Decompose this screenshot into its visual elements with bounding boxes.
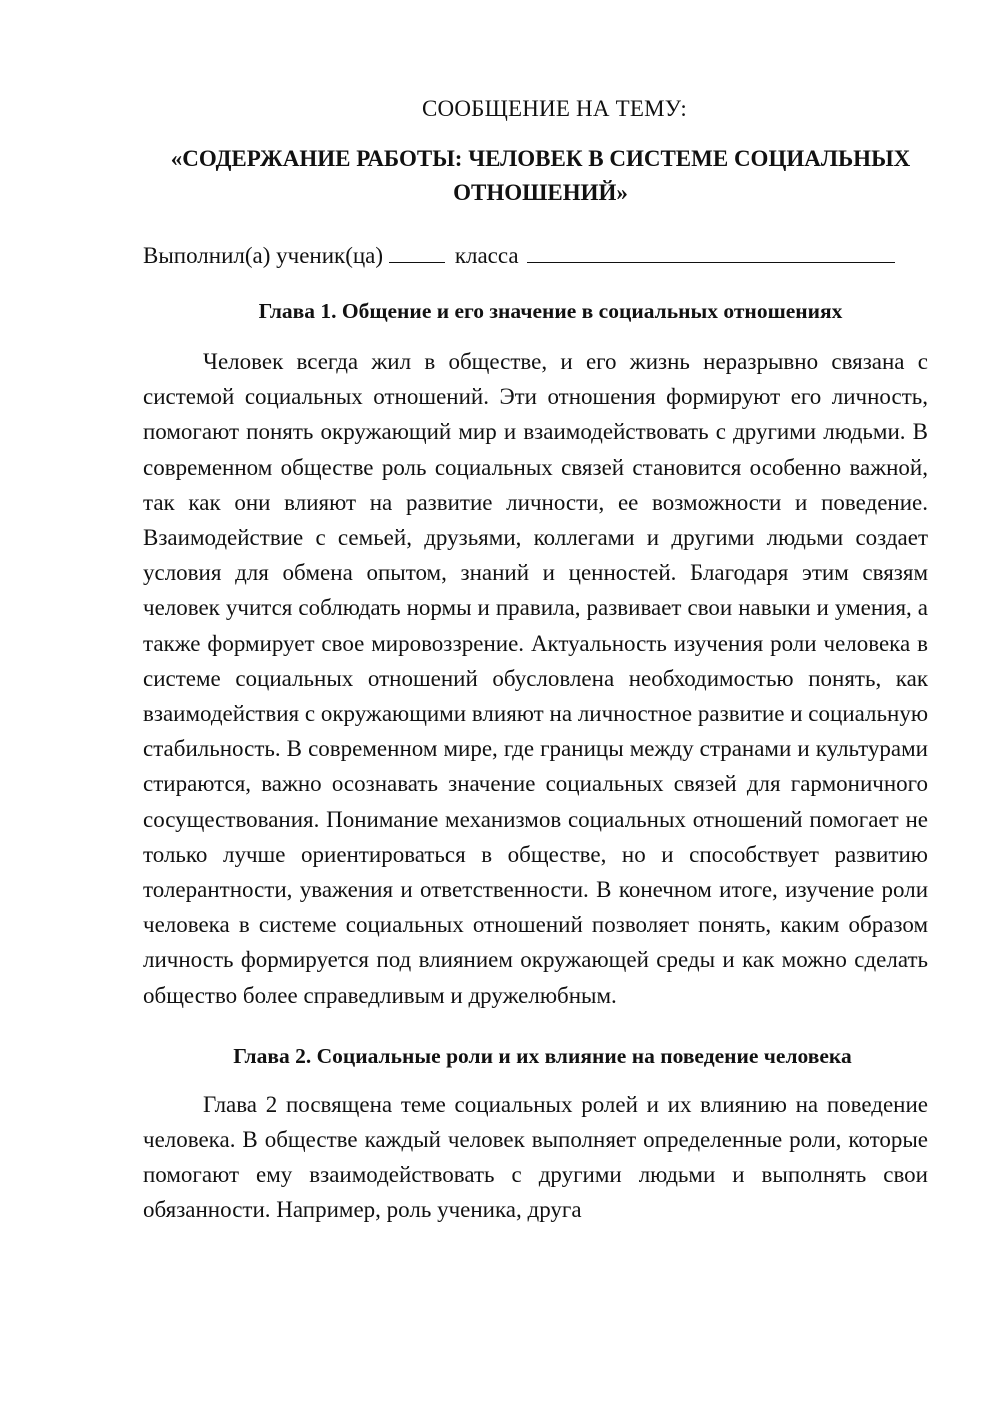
document-heading: СООБЩЕНИЕ НА ТЕМУ: <box>422 96 687 121</box>
grade-blank <box>389 241 445 263</box>
author-line-prefix: Выполнил(а) ученик(ца) <box>143 243 384 268</box>
document-title: «СОДЕРЖАНИЕ РАБОТЫ: ЧЕЛОВЕК В СИСТЕМЕ СОЦИАЛЬНЫХ ОТНОШЕНИЙ» <box>170 146 911 205</box>
chapter-1-title: Глава 1. Общение и его значение в социальных отношениях <box>258 299 843 323</box>
author-line <box>143 241 928 271</box>
chapter-1-paragraph: Человек всегда жил в обществе, и его жизнь неразрывно связана с системой социальных отношений. Эти отношения формируют его личность, помогают понять окружающий мир и взаимодействовать с другими людьми. В современном обществе роль социальных связей становится особенно важной, так как они влияют на развитие личности, ее возможности и поведение. Взаимодействие с семьей, друзьями, коллегами и другими людьми создает условия для обмена опытом, знаний и ценностей. Благодаря этим связям человек учится соблюдать нормы и правила, развивает свои навыки и умения, а также формирует свое мировоззрение. Актуальность изучения роли человека в системе социальных отношений обусловлена необходимостью понять, как взаимодействия с окружающими влияют на личностное развитие и социальную стабильность. В современном мире, где границы между странами и культурами стираются, важно осознавать значение социальных связей для гармоничного сосуществования. Понимание механизмов социальных отношений помогает не только лучше ориентироваться в обществе, но и способствует развитию толерантности, уважения и ответственности. В конечном итоге, изучение роли человека в системе социальных отношений позволяет понять, каким образом личность формируется под влиянием окружающей среды и как можно сделать общество более справедливым и дружелюбным. <box>143 349 928 1008</box>
chapter-2-title: Глава 2. Социальные роли и их влияние на поведение человека <box>233 1043 852 1068</box>
chapter-2-paragraph: Глава 2 посвящена теме социальных ролей и их влиянию на поведение человека. В обществе каждый человек выполняет определенные роли, которые помогают ему взаимодействовать с другими людьми и выполнять свои обязанности. Например, роль ученика, друга <box>143 1091 928 1223</box>
name-blank <box>527 241 895 263</box>
author-line-middle: класса <box>454 243 519 268</box>
document-body <box>143 94 928 1228</box>
